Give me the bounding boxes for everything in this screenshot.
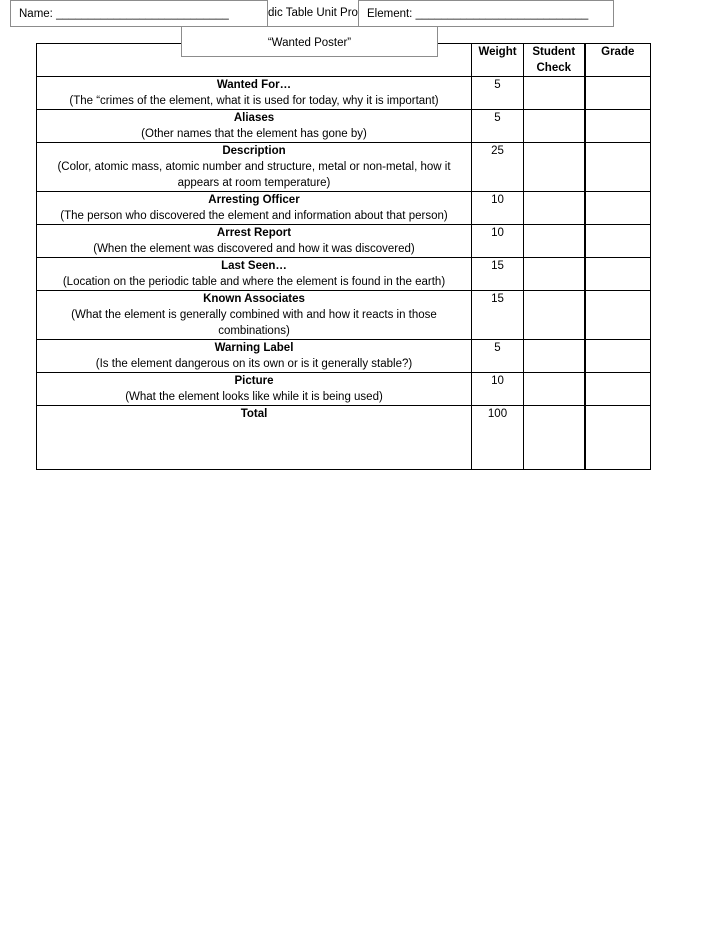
weight-cell: 10 [472, 192, 524, 225]
student-check-cell[interactable] [524, 340, 585, 373]
grade-cell[interactable] [585, 77, 651, 110]
grade-cell[interactable] [585, 258, 651, 291]
weight-cell: 25 [472, 143, 524, 192]
category-description: (Is the element dangerous on its own or is it generally stable?) [95, 358, 413, 370]
category-title: Picture [234, 375, 274, 387]
category-cell [37, 258, 472, 291]
rubric-row [37, 110, 651, 143]
student-check-cell[interactable] [524, 258, 585, 291]
category-cell [37, 143, 472, 192]
grade-cell[interactable] [585, 291, 651, 340]
weight-cell: 5 [472, 340, 524, 373]
category-title: Warning Label [214, 342, 294, 354]
student-check-cell[interactable] [524, 192, 585, 225]
total-student-check-cell[interactable] [524, 406, 585, 470]
category-cell [37, 225, 472, 258]
student-check-cell[interactable] [524, 143, 585, 192]
grade-cell[interactable] [585, 373, 651, 406]
rubric-row [37, 225, 651, 258]
rubric-row [37, 192, 651, 225]
rubric-row [37, 77, 651, 110]
category-title: Last Seen… [221, 260, 287, 272]
rubric-row [37, 143, 651, 192]
category-description: (When the element was discovered and how it was discovered) [93, 243, 415, 255]
category-title: Aliases [233, 112, 275, 124]
student-check-cell[interactable] [524, 225, 585, 258]
rubric-row [37, 291, 651, 340]
category-description: (Color, atomic mass, atomic number and structure, metal or non-metal, how it appears at room temperature) [57, 161, 451, 189]
category-description: (The person who discovered the element and information about that person) [60, 210, 448, 222]
grade-cell[interactable] [585, 340, 651, 373]
total-label: Total [37, 406, 472, 470]
category-cell [37, 77, 472, 110]
rubric-row [37, 340, 651, 373]
student-check-header: Student Check [524, 44, 585, 77]
category-cell [37, 291, 472, 340]
category-cell [37, 373, 472, 406]
weight-cell: 10 [472, 373, 524, 406]
rubric-table [36, 43, 651, 470]
name-field[interactable] [10, 0, 268, 27]
rubric-row [37, 373, 651, 406]
student-check-cell[interactable] [524, 110, 585, 143]
category-title: Arrest Report [216, 227, 292, 239]
student-check-cell[interactable] [524, 373, 585, 406]
category-description: (The “crimes of the element, what it is used for today, why it is important) [69, 95, 439, 107]
grade-cell[interactable] [585, 143, 651, 192]
rubric-body [37, 44, 651, 470]
weight-cell: 5 [472, 110, 524, 143]
student-check-cell[interactable] [524, 291, 585, 340]
category-title: Arresting Officer [208, 194, 300, 206]
grade-cell[interactable] [585, 110, 651, 143]
category-title: Known Associates [203, 293, 305, 305]
grade-cell[interactable] [585, 192, 651, 225]
project-subtitle: “Wanted Poster” [181, 26, 438, 57]
category-title: Description [222, 145, 286, 157]
weight-cell: 15 [472, 291, 524, 340]
total-row [37, 406, 651, 470]
category-description: (Other names that the element has gone by) [141, 128, 367, 140]
total-weight: 100 [472, 406, 524, 470]
category-cell [37, 192, 472, 225]
weight-cell: 5 [472, 77, 524, 110]
name-label: Name: ___________________________ [19, 8, 229, 20]
total-grade-cell[interactable] [585, 406, 651, 470]
grade-cell[interactable] [585, 225, 651, 258]
weight-cell: 10 [472, 225, 524, 258]
grade-header: Grade [585, 44, 651, 77]
category-cell [37, 110, 472, 143]
category-description: (What the element is generally combined with and how it reacts in those combinations) [71, 309, 437, 337]
element-field[interactable] [358, 0, 614, 27]
category-title: Wanted For… [216, 79, 292, 91]
category-description: (What the element looks like while it is being used) [125, 391, 383, 403]
weight-cell: 15 [472, 258, 524, 291]
element-label: Element: ___________________________ [367, 8, 589, 20]
rubric-row [37, 258, 651, 291]
student-check-cell[interactable] [524, 77, 585, 110]
category-description: (Location on the periodic table and where the element is found in the earth) [62, 276, 446, 288]
weight-header: Weight [472, 44, 524, 77]
project-title-fragment: dic Table Unit Pro [268, 7, 358, 19]
category-cell [37, 340, 472, 373]
